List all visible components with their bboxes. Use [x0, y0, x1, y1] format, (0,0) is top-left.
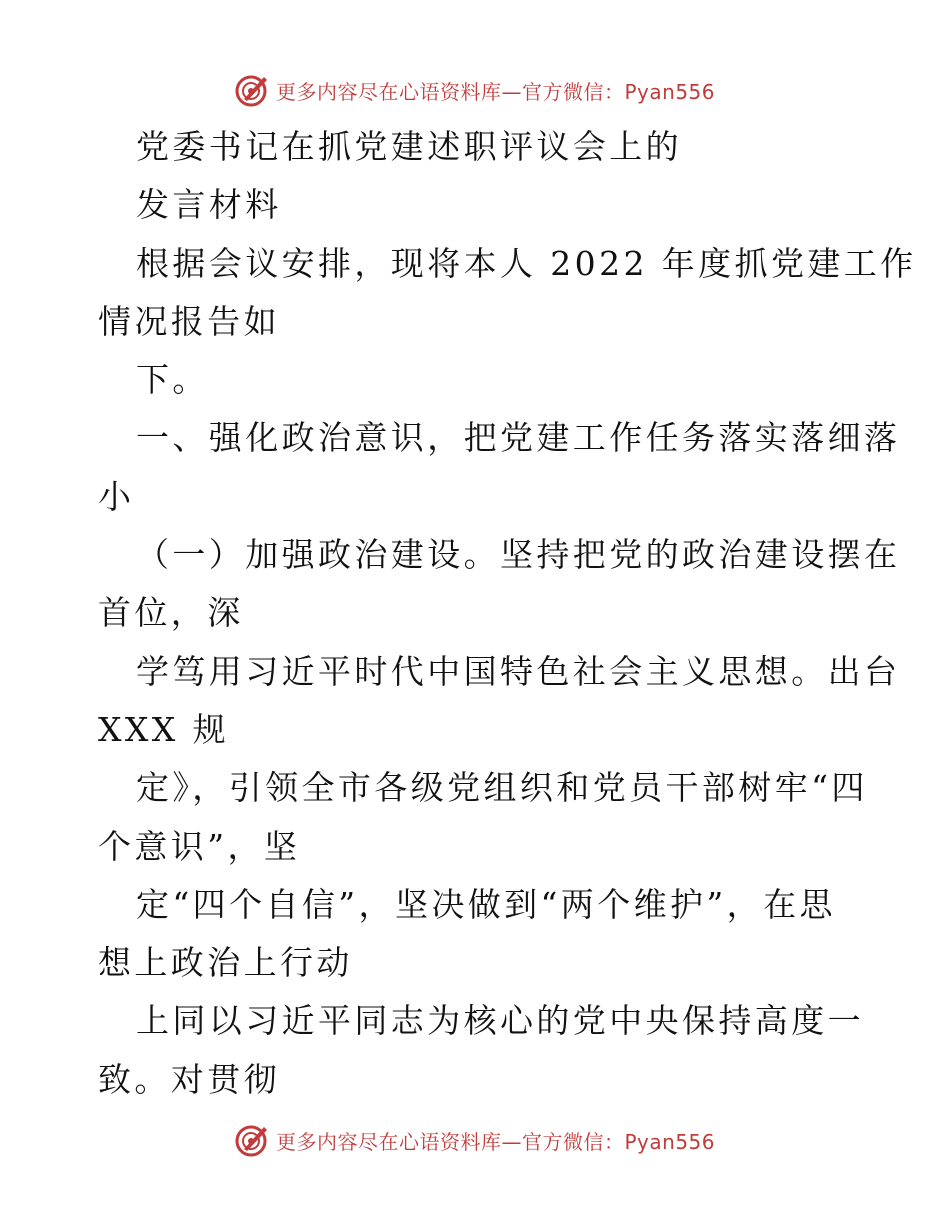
section-heading-line: 一、强化政治意识，把党建工作任务落实落细落	[136, 418, 901, 458]
paragraph-line: 定》，引领全市各级党组织和党员干部树牢“四	[136, 768, 868, 808]
paragraph-line: （一）加强政治建设。坚持把党的政治建设摆在	[136, 535, 901, 575]
title-line-2: 发言材料	[136, 185, 282, 225]
paragraph-line: 根据会议安排，现将本人 2022 年度抓党建工作	[136, 243, 917, 283]
paragraph-line: 定“四个自信”，坚决做到“两个维护”，在思	[136, 884, 836, 924]
paragraph-line: 学笃用习近平时代中国特色社会主义思想。出台	[136, 651, 901, 691]
section-heading-line: 小	[98, 476, 135, 516]
document-body	[98, 118, 917, 1109]
quill-seal-icon	[234, 1122, 270, 1158]
watermark-header	[234, 70, 754, 110]
title-line-1: 党委书记在抓党建述职评议会上的	[136, 127, 682, 166]
paragraph-line: 情况报告如	[98, 301, 280, 341]
paragraph-line: 想上政治上行动	[98, 943, 353, 983]
paragraph-line: 致。对贯彻	[98, 1059, 280, 1099]
paragraph-line: 个意识”，坚	[98, 826, 301, 866]
paragraph-line: XXX 规	[98, 709, 229, 749]
watermark-text: 更多内容尽在心语资料库—官方微信：Pyan556	[276, 1129, 716, 1154]
watermark-footer	[234, 1120, 754, 1160]
paragraph-line: 上同以习近平同志为核心的党中央保持高度一	[136, 1001, 864, 1041]
paragraph-line: 下。	[136, 360, 209, 400]
watermark-text: 更多内容尽在心语资料库—官方微信：Pyan556	[276, 79, 716, 104]
quill-seal-icon	[234, 72, 270, 108]
paragraph-line: 首位，深	[98, 593, 244, 633]
